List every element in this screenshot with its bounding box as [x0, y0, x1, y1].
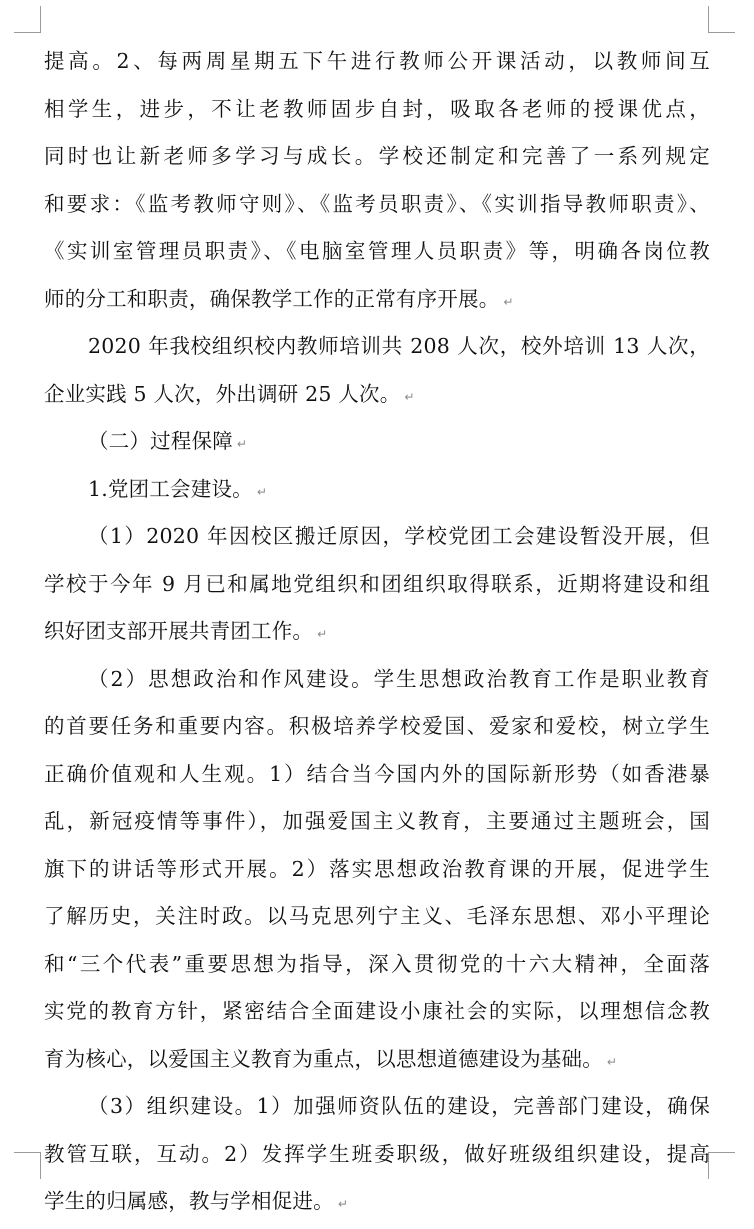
text-line: [44, 513, 710, 561]
margin-corner-top-left: [14, 6, 41, 33]
text-line-content: 的首要任务和重要内容。积极培养学校爱国、爱家和爱校，树立学生: [44, 714, 710, 738]
paragraph-mark-icon: ↵: [337, 1197, 349, 1211]
text-line: [44, 86, 710, 134]
text-line: [44, 656, 710, 704]
text-line-content: 学生的归属感，教与学相促进。: [44, 1189, 334, 1213]
text-line-content: 和“三个代表”重要思想为指导，深入贯彻党的十六大精神，全面落: [44, 951, 710, 976]
text-line-content: 育为核心，以爱国主义教育为重点，以思想道德建设为基础。: [44, 1046, 603, 1071]
text-line-content: 乱，新冠疫情等事件），加强爱国主义教育，主要通过主题班会，国: [44, 809, 710, 833]
text-line-content: （1）2020 年因校区搬迁原因，学校党团工会建设暂没开展，但: [88, 524, 710, 548]
text-line-content: 了解历史，关注时政。以马克思列宁主义、毛泽东思想、邓小平理论: [44, 904, 710, 928]
text-line: [44, 466, 710, 514]
text-line: [44, 276, 710, 324]
text-line: [44, 323, 710, 371]
text-line: [44, 988, 710, 1036]
text-line: [44, 798, 710, 846]
document-body[interactable]: [44, 38, 710, 1226]
paragraph-mark-icon: ↵: [256, 484, 268, 499]
text-line-content: 织好团支部开展共青团工作。: [44, 619, 314, 643]
margin-corner-bottom-left: [14, 1152, 41, 1179]
text-line: [44, 941, 710, 989]
text-line-content: 正确价值观和人生观。1）结合当今国内外的国际新形势（如香港暴: [44, 761, 710, 786]
text-line: [44, 1036, 710, 1084]
text-line: [44, 38, 710, 86]
text-line-content: （2）思想政治和作风建设。学生思想政治教育工作是职业教育: [88, 666, 710, 691]
text-line-content: 和要求：《监考教师守则》、《监考员职责》、《实训指导教师职责》、: [44, 191, 710, 216]
text-line: [44, 228, 710, 276]
text-line-content: 学校于今年 9 月已和属地党组织和团组织取得联系，近期将建设和组: [44, 571, 710, 596]
paragraph-mark-icon: ↵: [317, 627, 328, 641]
text-line: [44, 1083, 710, 1131]
text-line-content: 旗下的讲话等形式开展。2）落实思想政治教育课的开展，促进学生: [44, 856, 710, 881]
text-line: [44, 133, 710, 181]
paragraph-mark-icon: ↵: [404, 389, 415, 404]
text-line: [44, 751, 710, 799]
text-line-content: （3）组织建设。1）加强师资队伍的建设，完善部门建设，确保: [88, 1094, 710, 1118]
text-line: [44, 181, 710, 229]
text-line-content: （二）过程保障: [88, 429, 233, 453]
paragraph-mark-icon: ↵: [503, 294, 514, 309]
text-line: [44, 703, 710, 751]
text-line-content: 同时也让新老师多学习与成长。学校还制定和完善了一系列规定: [44, 144, 710, 168]
text-line: [44, 893, 710, 941]
text-line: [44, 561, 710, 609]
text-line-content: 《实训室管理员职责》、《电脑室管理人员职责》等，明确各岗位教: [44, 239, 710, 263]
paragraph-mark-icon: ↵: [236, 437, 248, 451]
text-line: [44, 1178, 710, 1226]
text-line: [44, 608, 710, 656]
text-line-content: 教管互联，互动。2）发挥学生班委职级，做好班级组织建设，提高: [44, 1141, 710, 1166]
text-line-content: 相学生，进步，不让老教师固步自封，吸取各老师的授课优点，: [44, 96, 710, 121]
text-line-content: 1.党团工会建设。: [88, 476, 253, 501]
margin-corner-top-right: [708, 6, 735, 33]
text-line-content: 提高。2、每两周星期五下午进行教师公开课活动，以教师间互: [44, 49, 710, 73]
text-line: [44, 371, 710, 419]
text-line-content: 企业实践 5 人次，外出调研 25 人次。: [44, 381, 401, 406]
text-line: [44, 418, 710, 466]
margin-corner-bottom-right: [708, 1152, 735, 1179]
text-line-content: 师的分工和职责，确保教学工作的正常有序开展。: [44, 286, 500, 311]
paragraph-mark-icon: ↵: [606, 1054, 618, 1069]
text-line: [44, 846, 710, 894]
text-line-content: 实党的教育方针，紧密结合全面建设小康社会的实际，以理想信念教: [44, 999, 710, 1023]
text-line: [44, 1131, 710, 1179]
text-line-content: 2020 年我校组织校内教师培训共 208 人次，校外培训 13 人次，: [88, 334, 710, 358]
